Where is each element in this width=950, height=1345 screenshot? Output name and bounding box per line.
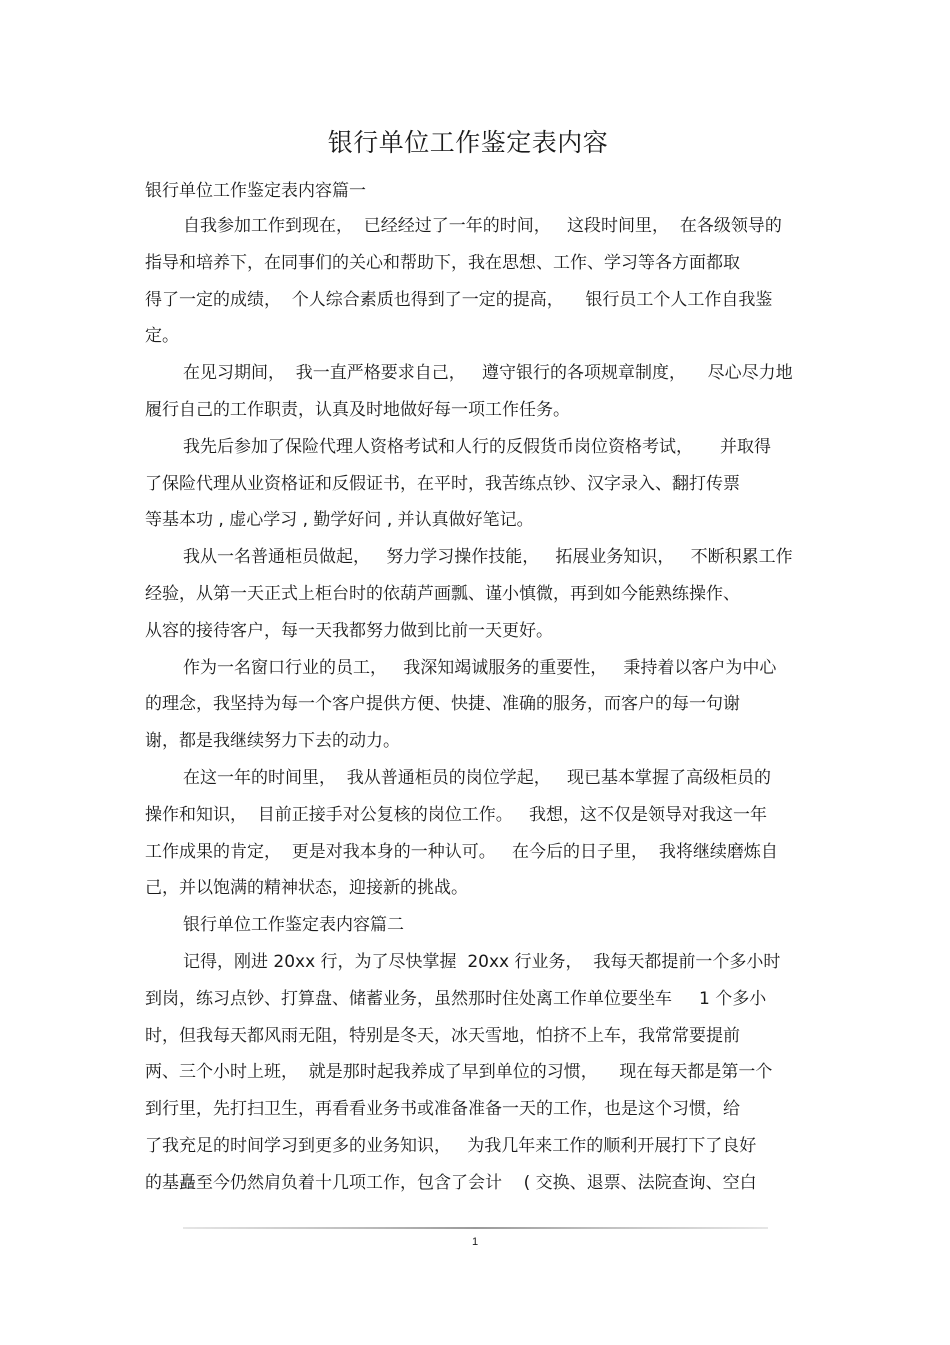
text-line: 在见习期间， 我一直严格要求自己， 遵守银行的各项规章制度， 尽心尽力地: [183, 363, 793, 383]
text-line: 定。: [145, 326, 179, 346]
text-line: 等基本功 , 虚心学习 , 勤学好问 , 并认真做好笔记。: [145, 510, 534, 530]
text-line: 从容的接待客户，每一天我都努力做到比前一天更好。: [145, 621, 553, 641]
section-heading: 银行单位工作鉴定表内容篇一: [145, 181, 366, 201]
text-line: 履行自己的工作职责，认真及时地做好每一项工作任务。: [145, 400, 570, 420]
document-title: 银行单位工作鉴定表内容: [327, 128, 609, 157]
text-line: 作为一名窗口行业的员工， 我深知竭诚服务的重要性， 秉持着以客户为中心: [183, 658, 777, 678]
text-line: 到岗，练习点钞、打算盘、储蓄业务，虽然那时住处离工作单位要坐车 1 个多小: [145, 989, 767, 1009]
text-line: 指导和培养下，在同事们的关心和帮助下，我在思想、工作、学习等各方面都取: [145, 253, 740, 273]
text-line: 了保险代理从业资格证和反假证书，在平时，我苦练点钞、汉字录入、翻打传票: [145, 474, 740, 494]
text-line: 得了一定的成绩， 个人综合素质也得到了一定的提高， 银行员工个人工作自我鉴: [145, 290, 773, 310]
text-line: 到行里，先打扫卫生，再看看业务书或准备准备一天的工作，也是这个习惯，给: [145, 1099, 740, 1119]
text-line: 操作和知识， 目前正接手对公复核的岗位工作。 我想，这不仅是领导对我这一年: [145, 805, 768, 825]
text-line: 谢，都是我继续努力下去的动力。: [145, 731, 400, 751]
text-line: 在这一年的时间里， 我从普通柜员的岗位学起， 现已基本掌握了高级柜员的: [183, 768, 772, 788]
text-line: 己，并以饱满的精神状态，迎接新的挑战。: [145, 878, 468, 898]
text-line: 我从一名普通柜员做起， 努力学习操作技能， 拓展业务知识， 不断积累工作: [183, 547, 793, 567]
section-heading: 银行单位工作鉴定表内容篇二: [183, 915, 404, 935]
text-line: 工作成果的肯定， 更是对我本身的一种认可。 在今后的日子里， 我将继续磨炼自: [145, 842, 778, 862]
text-line: 经验，从第一天正式上柜台时的依葫芦画瓢、谨小慎微，再到如今能熟练操作、: [145, 584, 740, 604]
text-line: 自我参加工作到现在， 已经经过了一年的时间， 这段时间里， 在各级领导的: [183, 216, 782, 236]
text-line: 的基矗至今仍然肩负着十几项工作，包含了会计 ( 交换、退票、法院查询、空白: [145, 1173, 757, 1193]
text-line: 我先后参加了保险代理人资格考试和人行的反假货币岗位资格考试， 并取得: [183, 437, 772, 457]
footer-divider: [183, 1227, 768, 1229]
page-number: 1: [471, 1236, 479, 1248]
text-line: 时，但我每天都风雨无阻，特别是冬天，冰天雪地，怕挤不上车，我常常要提前: [145, 1026, 740, 1046]
text-line: 的理念，我坚持为每一个客户提供方便、快捷、准确的服务，而客户的每一句谢: [145, 694, 740, 714]
text-line: 两、三个小时上班， 就是那时起我养成了早到单位的习惯， 现在每天都是第一个: [145, 1062, 773, 1082]
text-line: 了我充足的时间学习到更多的业务知识， 为我几年来工作的顺利开展打下了良好: [145, 1136, 757, 1156]
text-line: 记得，刚进 20xx 行，为了尽快掌握 20xx 行业务， 我每天都提前一个多小时: [183, 952, 781, 972]
